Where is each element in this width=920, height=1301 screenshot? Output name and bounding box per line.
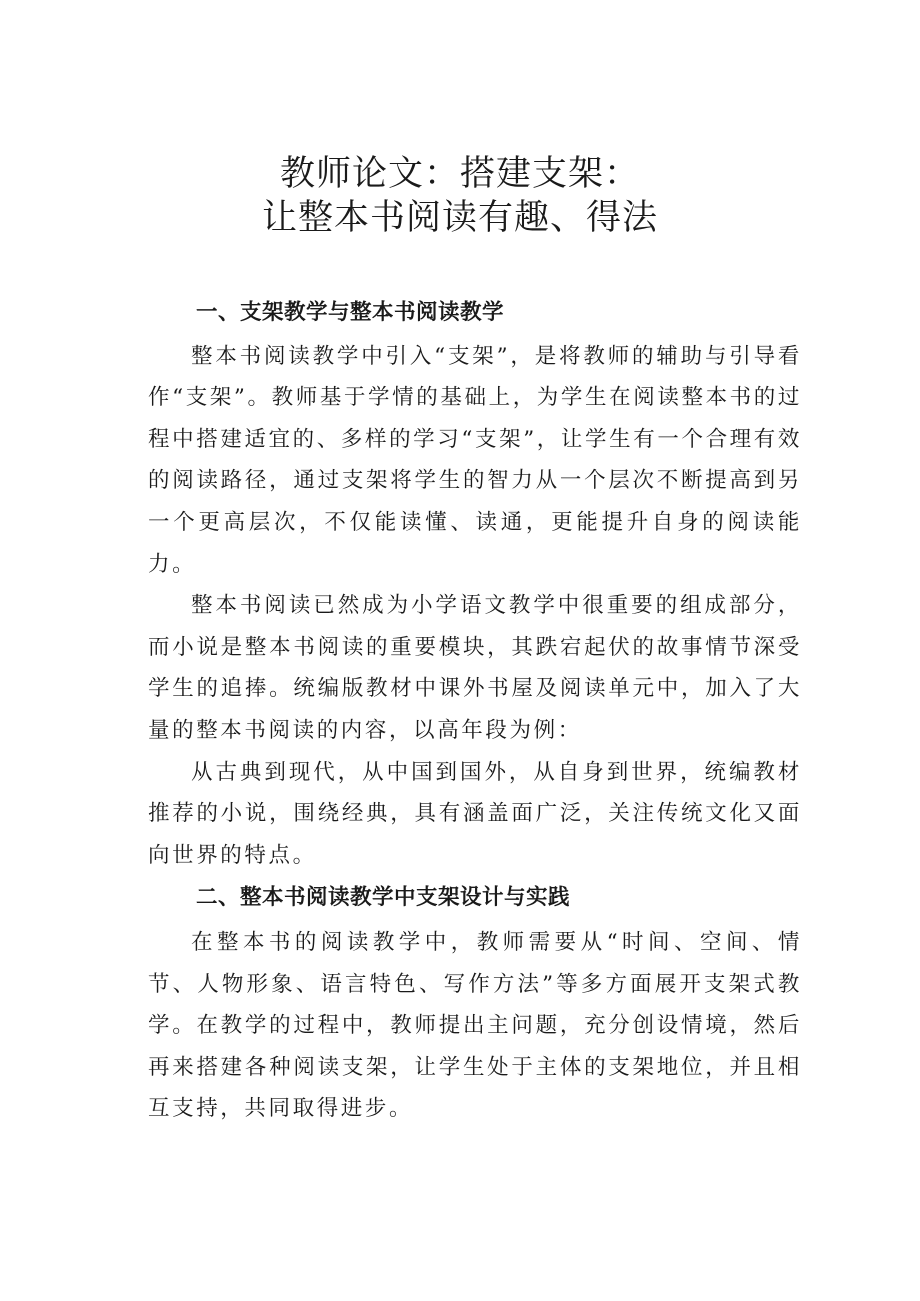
section-2-paragraph-1: 在整本书的阅读教学中，教师需要从“时间、空间、情节、人物形象、语言特色、写作方法”等多方面展开支架式教学。在教学的过程中，教师提出主问题，充分创设情境，然后再来搭建各种阅读支架，让学生处于主体的支架地位，并且相互支持，共同取得进步。 <box>148 929 802 1122</box>
section-1-paragraph-1: 整本书阅读教学中引入“支架”，是将教师的辅助与引导看作“支架”。教师基于学情的基础上，为学生在阅读整本书的过程中搭建适宜的、多样的学习“支架”，让学生有一个合理有效的阅读路径，通过支架将学生的智力从一个层次不断提高到另一个更高层次，不仅能读懂、读通，更能提升自身的阅读能力。 <box>148 343 802 577</box>
section-heading-2: 二、整本书阅读教学中支架设计与实践 <box>196 885 571 911</box>
document-body <box>148 292 802 1130</box>
document-title <box>0 152 920 240</box>
section-1-paragraph-2: 整本书阅读已然成为小学语文教学中很重要的组成部分，而小说是整本书阅读的重要模块，其跌宕起伏的故事情节深受学生的追捧。统编版教材中课外书屋及阅读单元中，加入了大量的整本书阅读的内容，以高年段为例： <box>148 593 802 743</box>
title-line-2: 让整本书阅读有趣、得法 <box>261 198 658 238</box>
section-heading-1: 一、支架教学与整本书阅读教学 <box>196 300 505 325</box>
section-1-paragraph-3: 从古典到现代，从中国到国外，从自身到世界，统编教材推荐的小说，围绕经典，具有涵盖面广泛，关注传统文化又面向世界的特点。 <box>148 759 802 868</box>
title-line-1: 教师论文：搭建支架： <box>279 154 640 194</box>
